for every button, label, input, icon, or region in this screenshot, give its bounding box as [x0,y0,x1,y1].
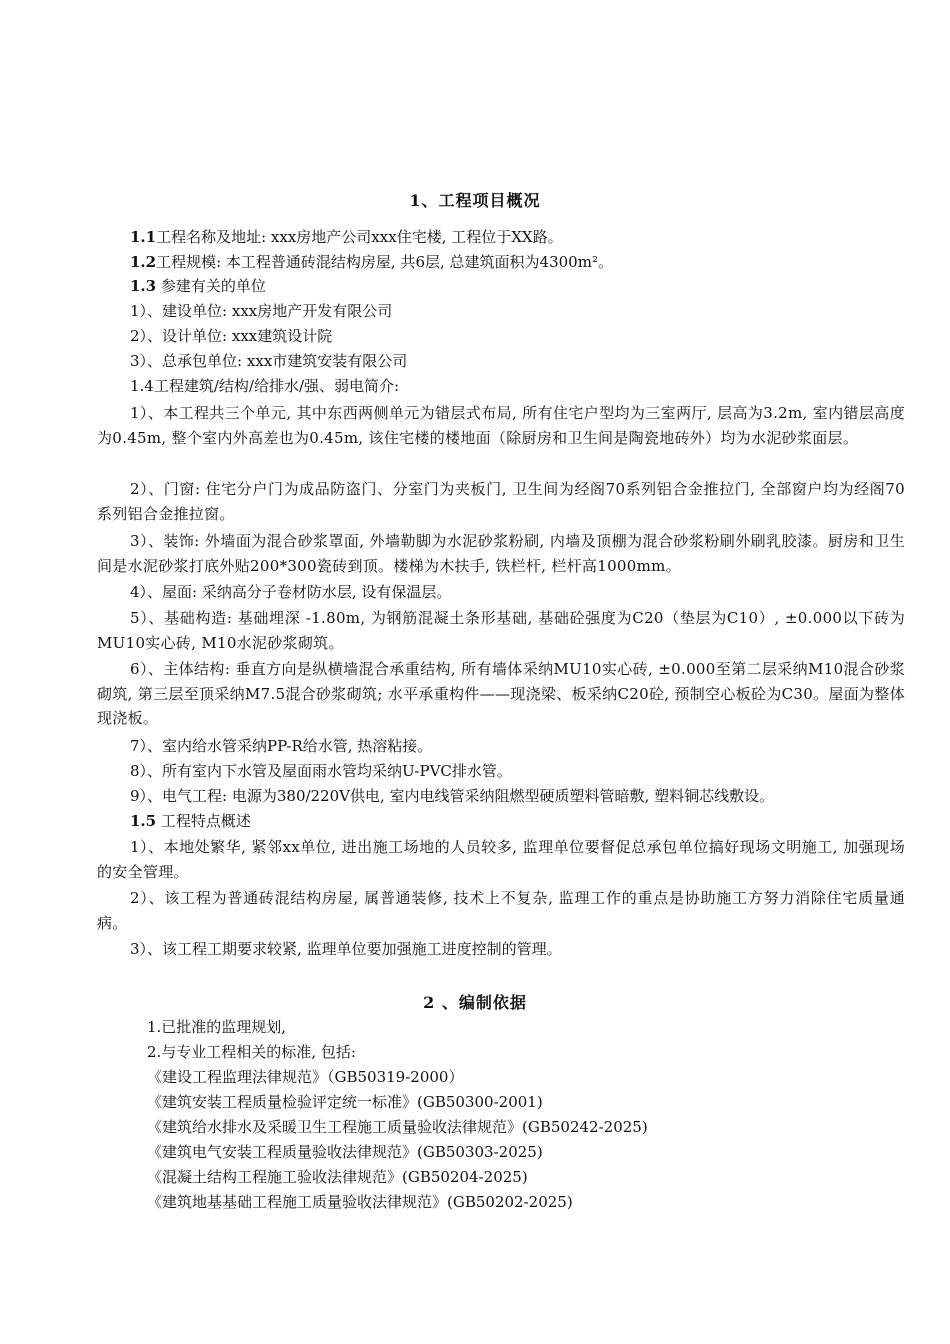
feature-3: 3）、该工程工期要求较紧, 监理单位要加强施工进度控制的管理。 [130,940,562,958]
item-6-text: 6）、主体结构: 垂直方向是纵横墙混合承重结构, 所有墙体采纳MU10实心砖, ±0.000至第二层采纳M10混合砂浆砌筑, 第三层至顶采纳M7.5混合砂浆砌筑; 水平承重构件——现浇梁、板采纳C20砼, 预制空心板砼为C30。屋面为整体现浇板。 [97,660,905,728]
item-2 [97,477,905,526]
standard-item: 《建筑给水排水及采暖卫生工程施工质量验收法律规范》(GB50242-2025) [147,1118,648,1136]
section-2-heading: 2 、编制依据 [423,993,527,1012]
section-1-heading: 1、工程项目概况 [409,191,541,210]
basis-2: 2.与专业工程相关的标准, 包括: [147,1043,356,1061]
paragraph-1-1-number: 1.1 [130,228,157,246]
item-8: 8）、所有室内下水管及屋面雨水管均采纳U-PVC排水管。 [130,762,512,780]
item-5 [97,606,905,655]
item-3-text: 3）、装饰: 外墙面为混合砂浆罩面, 外墙勒脚为水泥砂浆粉刷, 内墙及顶棚为混合砂浆粉刷外刷乳胶漆。厨房和卫生间是水泥砂浆打底外贴200*300瓷砖到顶。楼梯为木扶手, 铁栏杆, 栏杆高1000mm。 [97,532,905,575]
item-2-text: 2）、门窗: 住宅分户门为成品防盗门、分室门为夹板门, 卫生间为经阁70系列铝合金推拉门, 全部窗户均为经阁70系列铝合金推拉窗。 [97,480,905,523]
unit-contractor: 3）、总承包单位: xxx市建筑安装有限公司 [130,352,408,370]
item-3 [97,529,905,578]
item-9: 9）、电气工程: 电源为380/220V供电, 室内电线管采纳阻燃型硬质塑料管暗敷, 塑料铜芯线敷设。 [130,787,775,805]
standard-item: 《混凝土结构工程施工验收法律规范》(GB50204-2025) [147,1168,528,1186]
paragraph-1-5-text: 工程特点概述 [156,812,251,830]
item-1 [97,401,905,450]
standard-item: 《建筑电气安装工程质量验收法律规范》(GB50303-2025) [147,1143,543,1161]
paragraph-1-3-number: 1.3 [130,277,157,295]
paragraph-1-2 [130,250,613,274]
item-1-text: 1）、本工程共三个单元, 其中东西两侧单元为错层式布局, 所有住宅户型均为三室两厅, 层高为3.2m, 室内错层高度为0.45m, 整个室内外高差也为0.45m, 该住宅楼的楼地面（除厨房和卫生间是陶瓷地砖外）均为水泥砂浆面层。 [97,404,905,447]
unit-design: 2）、设计单位: xxx建筑设计院 [130,327,333,345]
paragraph-1-1 [130,225,563,249]
paragraph-1-3 [130,274,266,298]
paragraph-1-5-number: 1.5 [130,812,157,830]
feature-1-text: 1）、本地处繁华, 紧邻xx单位, 进出施工场地的人员较多, 监理单位要督促总承包单位搞好现场文明施工, 加强现场的安全管理。 [97,838,905,881]
standard-item: 《建筑安装工程质量检验评定统一标准》(GB50300-2001) [147,1093,543,1111]
item-6 [97,657,905,731]
standard-item: 《建筑地基基础工程施工质量验收法律规范》(GB50202-2025) [147,1193,573,1211]
item-5-text: 5）、基础构造: 基础埋深 -1.80m, 为钢筋混凝土条形基础, 基础砼强度为C20（垫层为C10）, ±0.000以下砖为MU10实心砖, M10水泥砂浆砌筑。 [97,609,905,652]
paragraph-1-1-text: 工程名称及地址: xxx房地产公司xxx住宅楼, 工程位于XX路。 [156,228,563,246]
standard-item: 《建设工程监理法律规范》（GB50319-2000） [147,1068,464,1086]
paragraph-1-3-text: 参建有关的单位 [156,277,266,295]
item-7: 7）、室内给水管采纳PP-R给水管, 热溶粘接。 [130,737,433,755]
paragraph-1-5 [130,809,251,833]
basis-1: 1.已批准的监理规划, [147,1018,287,1036]
feature-2 [97,886,905,935]
item-4: 4）、屋面: 采纳高分子卷材防水层, 设有保温层。 [130,583,452,601]
feature-1 [97,835,905,884]
paragraph-1-2-number: 1.2 [130,253,157,271]
paragraph-1-2-text: 工程规模: 本工程普通砖混结构房屋, 共6层, 总建筑面积为4300m²。 [156,253,613,271]
paragraph-1-4: 1.4工程建筑/结构/给排水/强、弱电简介: [130,377,400,395]
unit-construction: 1）、建设单位: xxx房地产开发有限公司 [130,302,393,320]
feature-2-text: 2）、该工程为普通砖混结构房屋, 属普通装修, 技术上不复杂, 监理工作的重点是协助施工方努力消除住宅质量通病。 [97,889,905,932]
